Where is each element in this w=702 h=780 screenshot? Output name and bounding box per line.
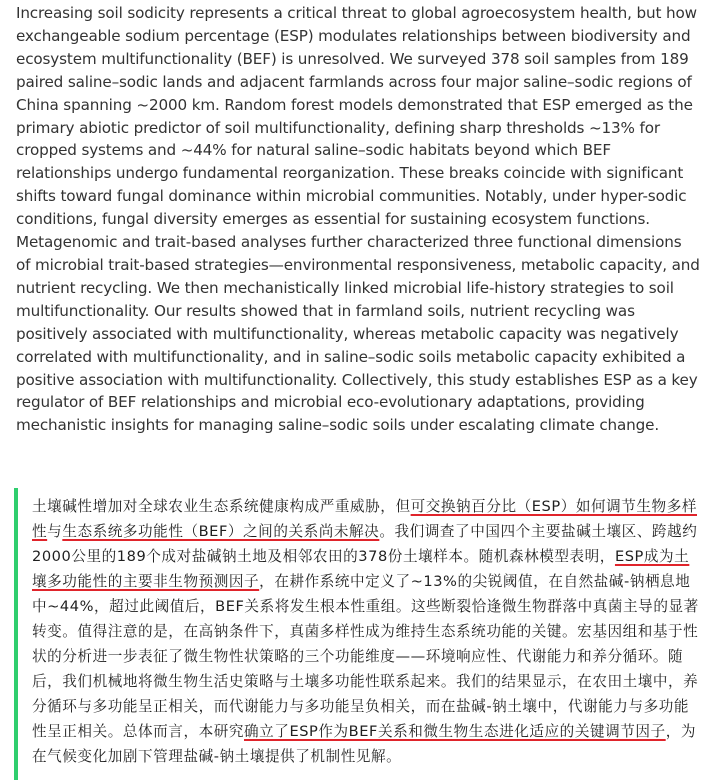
zh-highlight-1: 可交换钠百分比（ESP）如何调节生物多样性 [32,498,697,540]
zh-highlight-4: 确立了ESP作为BEF关系和微生物生态进化适应的关键调节因子 [244,723,666,740]
zh-text-1: 土壤碱性增加对全球农业生态系统健康构成严重威胁，但 [32,498,411,515]
zh-text-3: 。我们调查了中国四个主要盐碱土壤区、跨越约2000公里的189个成对盐碱钠土地及相邻农田的378份土壤样本。随机森林模型表明， [32,523,698,565]
abstract-english: Increasing soil sodicity represents a critical threat to global agroecosystem health, but how exchangeable sodium percentage (ESP) modulates relationships between biodiversity and ecosystem multifunctionality (BEF) is unresolved. We surveyed 378 soil samples from 189 paired saline–sodic lands and adjacent farmlands across four major saline–sodic regions of China spanning ~2000 km. Random forest models demonstrated that ESP emerged as the primary abiotic predictor of soil multifunctionality, defining sharp thresholds ~13% for cropped systems and ~44% for natural saline–sodic habitats beyond which BEF relationships undergo fundamental reorganization. These breaks coincide with significant shifts toward fungal dominance within microbial communities. Notably, under hyper-sodic conditions, fungal diversity emerges as essential for sustaining ecosystem functions. Metagenomic and trait-based analyses further characterized three functional dimensions of microbial trait-based strategies—environmental responsiveness, metabolic capacity, and nutrient recycling. We then mechanistically linked microbial life-history strategies to soil multifunctionality. Our results showed that in farmland soils, nutrient recycling was positively associated with multifunctionality, whereas metabolic capacity was negatively correlated with multifunctionality, and in saline–sodic soils metabolic capacity exhibited a positive association with multifunctionality. Collectively, this study establishes ESP as a key regulator of BEF relationships and microbial eco-evolutionary adaptations, providing mechanistic insights for managing saline–sodic soils under escalating climate change. [16,4,700,435]
zh-text-5: ，为在气候变化加剧下管理盐碱-钠土壤提供了机制性见解。 [32,723,696,765]
abstract-chinese [32,494,702,769]
zh-highlight-3: ESP成为土壤多功能性的主要非生物预测因子 [32,548,690,590]
chinese-translation-block [14,488,702,780]
zh-highlight-2: 生态系统多功能性（BEF）之间的关系尚未解决 [62,523,380,540]
zh-text-2: 与 [47,523,63,540]
zh-text-4: ，在耕作系统中定义了~13%的尖锐阈值，在自然盐碱-钠栖息地中~44%，超过此阈值后，BEF关系将发生根本性重组。这些断裂恰逢微生物群落中真菌主导的显著转变。值得注意的是，在高钠条件下，真菌多样性成为维持生态系统功能的关键。宏基因组和基于性状的分析进一步表征了微生物性状策略的三个功能维度——环境响应性、代谢能力和养分循环。随后，我们机械地将微生物生活史策略与土壤多功能性联系起来。我们的结果显示，在农田土壤中，养分循环与多功能呈正相关，而代谢能力与多功能呈负相关，而在盐碱-钠土壤中，代谢能力与多功能性呈正相关。总体而言，本研究 [32,573,699,740]
